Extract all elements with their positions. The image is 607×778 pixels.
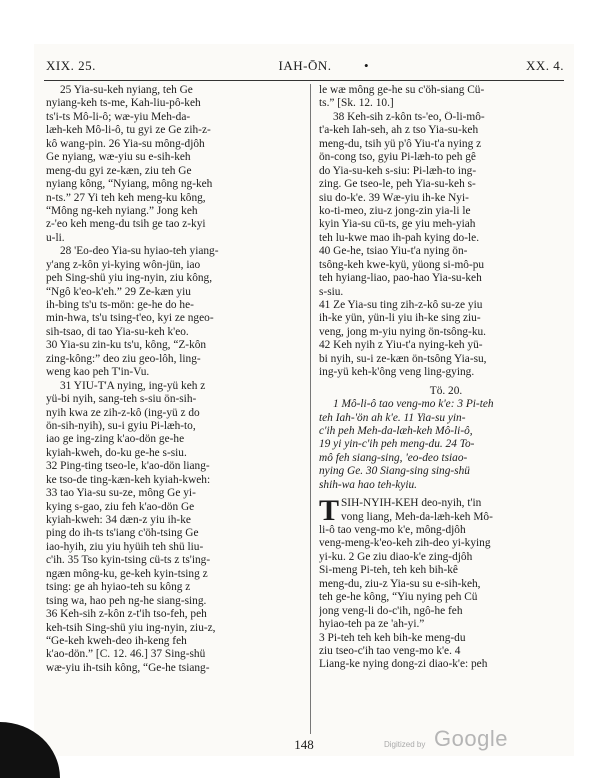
header-rule xyxy=(44,80,564,81)
summary-line: teh Iah-'ön ah k'e. 11 Yia-su yin- xyxy=(319,411,466,424)
text-line: 25 Yia-su-keh nyiang, teh Ge xyxy=(60,84,193,96)
text-line: nyiang kông, “Nyiang, mông ng-keh xyxy=(46,178,213,191)
summary-line: c'ih peh Meh-da-læh-keh Mô-li-ô, xyxy=(319,424,473,437)
text-line: 3 Pi-teh teh keh bih-ke meng-du xyxy=(319,631,466,644)
text-line: “Ge-keh kweh-deo ih-keng feh xyxy=(46,634,187,647)
column-separator xyxy=(310,84,311,734)
text-line: tsing: ge ah hyiao-teh su kông z xyxy=(46,581,191,594)
text-line: ping do ih-ts ts'iang c'öh-tsing Ge xyxy=(46,527,199,540)
text-line: 31 YIU-T'A nying, ing-yü keh z xyxy=(60,379,206,392)
text-line: 32 Ping-ting tseo-le, k'ao-dön liang- xyxy=(46,460,210,473)
text-line: Liang-ke nying dong-zi diao-k'e: peh xyxy=(319,658,488,671)
text-line: ziu tseo-c'ih tao veng-mo k'e. 4 xyxy=(319,644,461,657)
summary-line: 1 Mô-li-ô tao veng-mo k'e: 3 Pi-teh xyxy=(333,398,494,411)
summary-line: shih-wa hao teh-kyiu. xyxy=(319,478,417,491)
book-page xyxy=(34,44,574,756)
summary-line: mô feh siang-sing, 'eo-deo tsiao- xyxy=(319,451,468,464)
text-line: li-ô tao veng-mo k'e, mông-djôh xyxy=(319,524,466,536)
running-head-title: IAH-ŌN. xyxy=(278,58,332,73)
text-line: z-'eo keh meng-du tsih ge tao z-kyi xyxy=(46,218,206,231)
text-line: iao-hyih, ziu yiu hyüih teh shü liu- xyxy=(46,540,204,553)
text-line: 40 Ge-he, tsiao Yiu-t'a nying ön- xyxy=(319,245,468,258)
text-line: “Ngô k'eo-k'eh.” 29 Ze-kæn yiu xyxy=(46,285,191,298)
text-line: teh ge-he kông, “Yiu nying peh Cü xyxy=(319,591,478,604)
chapter-heading: Tö. 20. xyxy=(429,384,463,397)
running-head xyxy=(46,58,564,76)
drop-cap: T xyxy=(319,494,340,528)
text-line: bi nyih, su-i ze-kæn ön-tsông Yia-su, xyxy=(319,352,487,365)
google-logo: Google xyxy=(434,726,508,751)
right-column-verses xyxy=(319,84,573,380)
text-line: 30 Yia-su zin-ku ts'u, kông, “Z-kôn xyxy=(46,339,207,352)
text-line: kô wang-pin. 26 Yia-su mông-djôh xyxy=(46,137,205,150)
text-line: Si-meng Pi-teh, teh keh bih-kê xyxy=(319,564,458,577)
running-head-right: XX. 4. xyxy=(525,58,564,73)
text-line: meng-du, tsih yü p'ô Yiu-t'a nying z xyxy=(319,137,482,150)
text-line: veng-meng-k'eo-keh zih-deo yi-kying xyxy=(319,537,491,550)
text-line: tsing wa, hao peh ng-he siang-sing. xyxy=(46,594,207,607)
text-line: “Mông ng-keh nyiang.” Jong keh xyxy=(46,204,198,217)
text-line: yi-ku. 2 Ge ziu diao-k'e zing-djôh xyxy=(319,550,473,563)
text-line: siu do-k'e. 39 Wæ-yiu ih-ke Nyi- xyxy=(319,191,469,204)
text-line: t'a-keh Iah-seh, ah z tso Yia-su-keh xyxy=(319,124,479,137)
text-line: kyiah-kweh, do-ku ge-he s-siu. xyxy=(46,446,187,459)
summary-line: nying Ge. 30 Siang-sing sing-shü xyxy=(319,465,470,478)
text-line: teh hyiang-liao, pao-hao Yia-su-keh xyxy=(319,272,482,285)
text-line: ön-sih-nyih), su-i gyiu Pi-læh-to, xyxy=(46,419,196,432)
text-line: iao ge ing-zing k'ao-dön ge-he xyxy=(46,433,185,446)
text-line: ts'i-ts Mô-li-ô; wæ-yiu Meh-da- xyxy=(46,110,191,123)
text-line: wæ-yiu ih-tsih kông, “Ge-he tsiang- xyxy=(46,661,210,674)
text-line: zing-kông:” deo ziu geo-lôh, ling- xyxy=(46,352,201,365)
text-line: meng-du, ziu-z Yia-su su e-sih-keh, xyxy=(319,577,481,590)
text-line: 28 'Eo-deo Yia-su hyiao-teh yiang- xyxy=(60,245,219,258)
text-line: keh-tsih Sing-shü yiu ing-nyin, ziu-z, xyxy=(46,621,216,634)
text-line: jong veng-li do-c'ih, ngô-he feh xyxy=(319,604,463,617)
text-line: kyin Yia-su cü-ts, ge yiu meh-yiah xyxy=(319,218,476,231)
text-line: k'ao-dön.” [C. 12. 46.] 37 Sing-shü xyxy=(46,648,206,661)
right-column xyxy=(319,84,573,672)
text-line: 33 tao Yia-su su-ze, mông Ge yi- xyxy=(46,487,196,500)
watermark-small-text: Digitized by xyxy=(384,740,426,749)
running-head-dot: • xyxy=(364,58,370,73)
chapter-summary xyxy=(319,398,573,492)
text-line: SIH-NYIH-KEH deo-nyih, t'in xyxy=(341,497,482,510)
chapter-text xyxy=(319,494,573,672)
text-line: n-ts.” 27 Yi teh keh meng-ku kông, xyxy=(46,191,206,204)
digitized-watermark xyxy=(384,728,514,758)
summary-line: 19 yi yin-c'ih peh meng-du. 24 To- xyxy=(319,438,475,451)
text-line: hyiao-teh pa ze 'ah-yi.” xyxy=(319,618,425,631)
text-line: 41 Ze Yia-su ting zih-z-kô su-ze yiu xyxy=(319,299,483,311)
text-line: nyih kwa ze zih-z-kô (ing-yü z do xyxy=(46,406,200,419)
text-line: weng kao peh T'in-Vu. xyxy=(46,366,150,379)
text-line: y'ang z-kôn yi-kying wôn-jün, iao xyxy=(46,258,201,271)
text-line: teh lu-kwe mao ih-pah kying do-le. xyxy=(319,231,480,244)
text-line: ih-ke yün, yün-li yiu ih-ke sing ziu- xyxy=(319,312,481,325)
text-line: 36 Keh-sih z-kôn z-t'ih tso-feh, peh xyxy=(46,608,207,621)
text-line: ke tso-de ting-kæn-keh kyiah-kweh: xyxy=(46,473,211,486)
text-line: ngæn mông-ku, ge-keh kyin-tsing z xyxy=(46,567,208,580)
text-line: 38 Keh-sih z-kôn ts-'eo, Ô-li-mô- xyxy=(333,110,485,123)
text-line: læh-keh Mô-li-ô, tu gyi ze Ge zih-z- xyxy=(46,124,211,137)
text-line: sih-tsao, di tao Yia-su-keh k'eo. xyxy=(46,325,189,338)
text-line: Ge nyiang, wæ-yiu su e-sih-keh xyxy=(46,151,191,164)
text-line: meng-du gyi ze-kæn, ziu teh Ge xyxy=(46,164,192,177)
text-line: le wæ mông ge-he su c'öh-siang Cü- xyxy=(319,84,485,96)
left-column xyxy=(46,84,302,675)
text-line: ing-yü keh-k'ông veng ling-gying. xyxy=(319,366,475,379)
text-line: tsông-keh kwe-kyü, yüong si-mô-pu xyxy=(319,258,485,271)
text-line: ön-cong tso, gyiu Pi-læh-to peh gê xyxy=(319,151,476,164)
text-line: zing. Ge tseo-le, peh Yia-su-keh s- xyxy=(319,178,476,191)
text-line: peh Sing-shü yiu ing-nyin, ziu kông, xyxy=(46,272,213,285)
text-line: ko-ti-meo, ziu-z jong-zin yia-li le xyxy=(319,204,471,217)
text-line: ts.” [Sk. 12. 10.] xyxy=(319,97,394,110)
text-line: u-li. xyxy=(46,231,65,244)
text-line: ih-bing ts'u ts-mön: ge-he do he- xyxy=(46,299,194,311)
text-line: min-hwa, ts'u tsing-t'eo, kyi ze ngeo- xyxy=(46,312,214,325)
page-number: 148 xyxy=(294,737,314,752)
text-line: c'ih. 35 Tso kyin-tsing cü-ts z ts'ing- xyxy=(46,554,211,567)
running-head-left: XIX. 25. xyxy=(46,58,96,73)
text-line: s-siu. xyxy=(319,285,344,298)
text-line: veng, jong m-yiu nying ön-tsông-ku. xyxy=(319,325,486,338)
text-line: do Yia-su-keh s-siu: Pi-læh-to ing- xyxy=(319,164,477,177)
text-line: nyiang-keh ts-me, Kah-liu-pô-keh xyxy=(46,97,201,110)
text-line: 42 Keh nyih z Yiu-t'a nying-keh yü- xyxy=(319,339,483,352)
text-line: kying s-gao, ziu feh k'ao-dön Ge xyxy=(46,500,195,513)
text-line: kyiah-kweh: 34 dæn-z yiu ih-ke xyxy=(46,514,191,526)
text-line: yü-bi nyih, sang-teh s-siu ön-sih- xyxy=(46,393,197,406)
text-line: vong liang, Meh-da-læh-keh Mô- xyxy=(341,510,493,523)
